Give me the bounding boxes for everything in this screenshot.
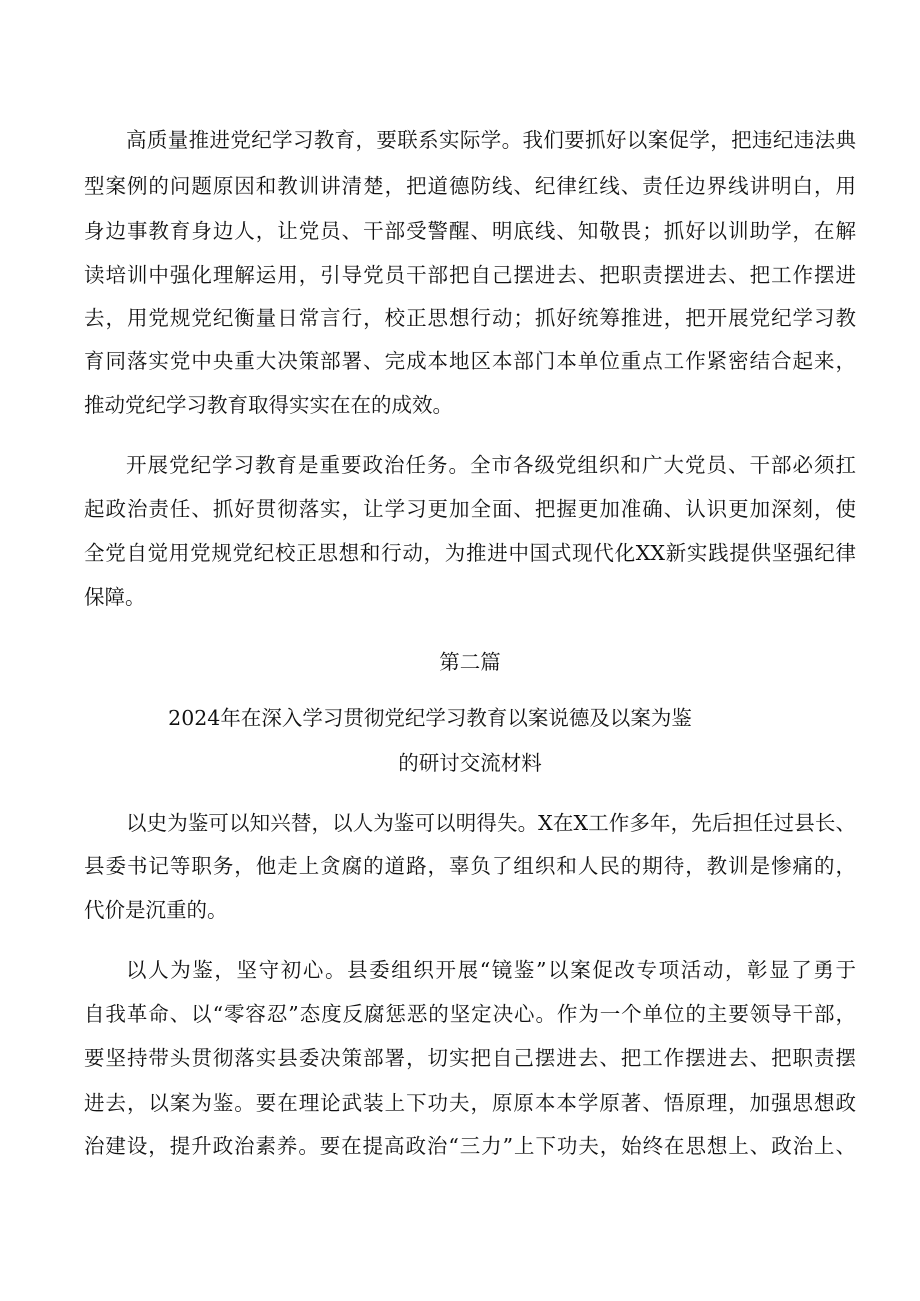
section-heading: 第二篇 (439, 650, 501, 674)
paragraph-line: 保障。 (84, 585, 146, 609)
paragraph-line: 推动党纪学习教育取得实实在在的成效。 (84, 393, 453, 417)
paragraph-line: 代价是沉重的。 (84, 898, 228, 922)
paragraph-line: 治建设，提升政治素养。要在提高政治“三力”上下功夫，始终在思想上、政治上、 (84, 1134, 856, 1158)
paragraph-line: 全党自觉用党规党纪校正思想和行动，为推进中国式现代化XX新实践提供坚强纪律 (84, 541, 856, 565)
document-title: 2024年在深入学习贯彻党纪学习教育以案说德及以案为鉴 (168, 706, 692, 730)
paragraph-line: 以史为鉴可以知兴替，以人为鉴可以明得失。X在X工作多年，先后担任过县长、 (126, 811, 856, 835)
paragraph-line: 身边事教育身边人，让党员、干部受警醒、明底线、知敬畏；抓好以训助学，在解 (84, 219, 856, 243)
paragraph-line: 高质量推进党纪学习教育，要联系实际学。我们要抓好以案促学，把违纪违法典 (126, 128, 856, 152)
paragraph-line: 读培训中强化理解运用，引导党员干部把自己摆进去、把职责摆进去、把工作摆进 (84, 263, 856, 287)
paragraph-line: 开展党纪学习教育是重要政治任务。全市各级党组织和广大党员、干部必须扛 (126, 453, 856, 477)
paragraph-line: 进去，以案为鉴。要在理论武装上下功夫，原原本本学原著、悟原理，加强思想政 (84, 1091, 856, 1115)
paragraph-line: 以人为鉴，坚守初心。县委组织开展“镜鉴”以案促改专项活动，彰显了勇于 (126, 958, 856, 982)
document-title-continued: 的研讨交流材料 (398, 751, 542, 775)
paragraph-line: 育同落实党中央重大决策部署、完成本地区本部门本单位重点工作紧密结合起来， (84, 349, 856, 373)
paragraph-line: 起政治责任、抓好贯彻落实，让学习更加全面、把握更加准确、认识更加深刻，使 (84, 497, 856, 521)
paragraph-line: 要坚持带头贯彻落实县委决策部署，切实把自己摆进去、把工作摆进去、把职责摆 (84, 1046, 856, 1070)
paragraph-line: 自我革命、以“零容忍”态度反腐惩恶的坚定决心。作为一个单位的主要领导干部， (84, 1002, 856, 1026)
paragraph-line: 县委书记等职务，他走上贪腐的道路，辜负了组织和人民的期待，教训是惨痛的， (84, 854, 856, 878)
paragraph-line: 型案例的问题原因和教训讲清楚，把道德防线、纪律红线、责任边界线讲明白，用 (84, 174, 856, 198)
paragraph-line: 去，用党规党纪衡量日常言行，校正思想行动；抓好统筹推进，把开展党纪学习教 (84, 306, 856, 330)
